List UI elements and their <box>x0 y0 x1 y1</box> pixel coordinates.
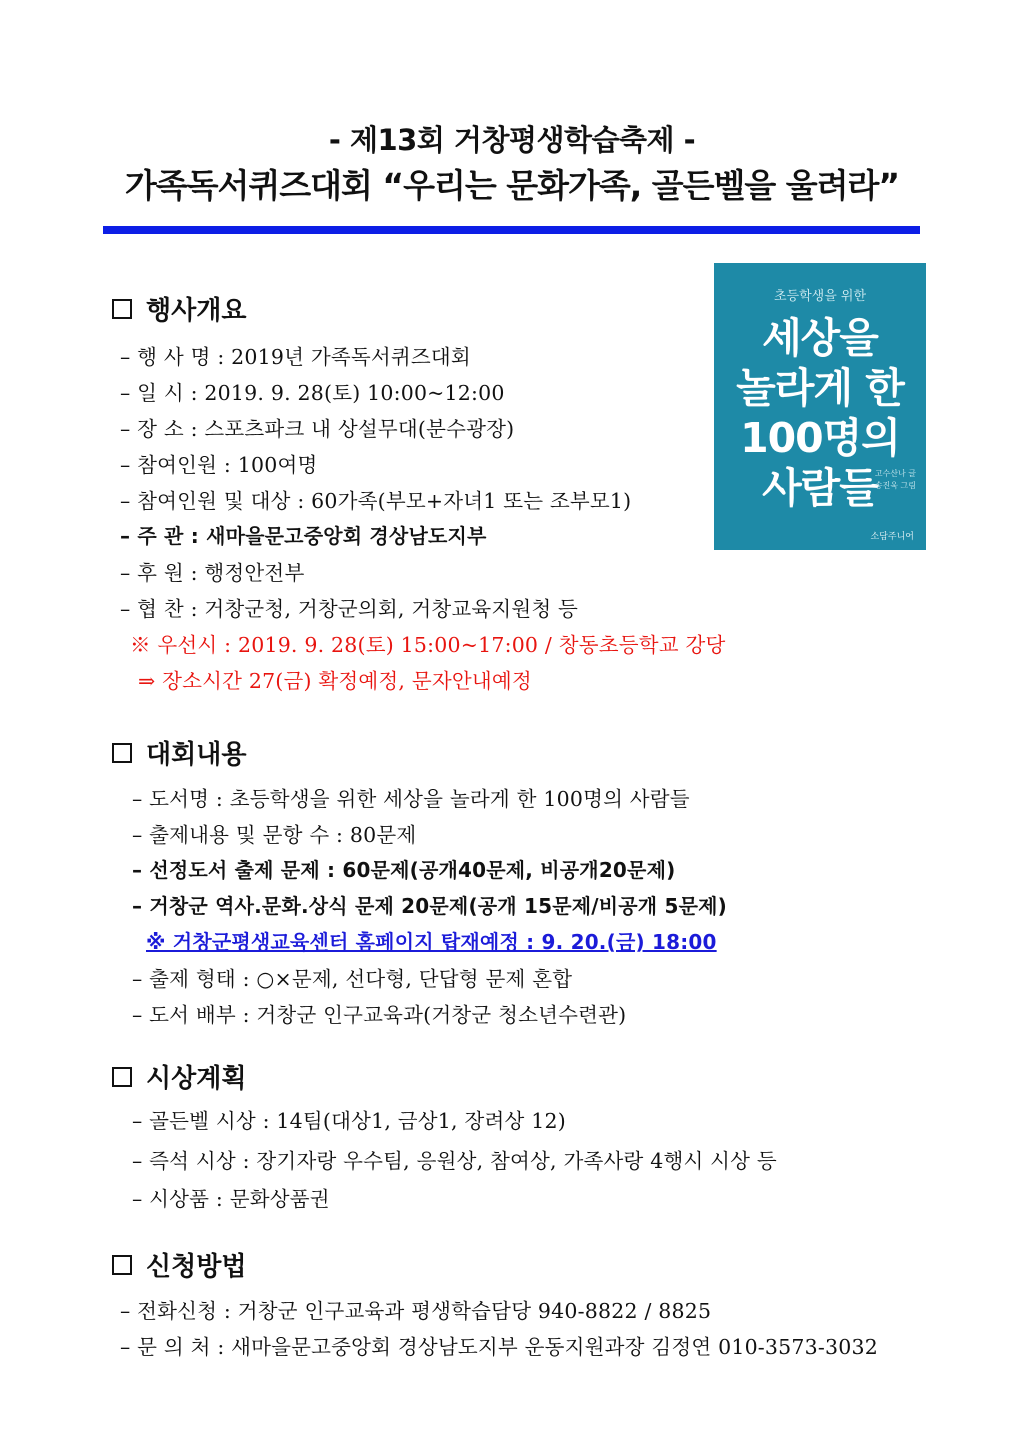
book-cover-title-line: 놀라게 한 <box>736 364 904 412</box>
book-cover-image <box>714 263 926 550</box>
book-cover-title-line: 사람들 <box>762 464 878 512</box>
overview-line: – 참여인원 및 대상 : 60가족(부모+자녀1 또는 조부모1) <box>120 489 632 513</box>
apply-line-contact: – 문 의 처 : 새마을문고중앙회 경상남도지부 운동지원과장 김정연 010-3573-3032 <box>120 1335 879 1359</box>
overview-line: – 일 시 : 2019. 9. 28(토) 10:00~12:00 <box>120 381 505 405</box>
section-heading-label: 시상계획 <box>146 1064 247 1094</box>
awards-line: – 시상품 : 문화상품권 <box>132 1187 330 1211</box>
contest-line: – 도서명 : 초등학생을 위한 세상을 놀라게 한 100명의 사람들 <box>132 787 690 811</box>
title-divider <box>103 226 920 234</box>
section-heading-contest <box>112 734 246 771</box>
overview-line: – 장 소 : 스포츠파크 내 상설무대(분수광장) <box>120 417 515 441</box>
overview-line: – 후 원 : 행정안전부 <box>120 561 305 585</box>
book-cover-title-line: 세상을 <box>762 314 878 362</box>
book-cover-author-line: 송진욱 그림 <box>874 481 916 490</box>
document-title-line1: - 제13회 거창평생학습축제 - <box>328 123 696 157</box>
checkbox-square-icon <box>112 299 132 319</box>
contest-line: – 출제 형태 : ○×문제, 선다형, 단답형 문제 혼합 <box>132 967 573 991</box>
book-cover-publisher: 소담주니어 <box>870 532 914 542</box>
book-cover-subtitle: 초등학생을 위한 <box>773 289 867 304</box>
checkbox-square-icon <box>112 1067 132 1087</box>
contest-line: – 출제내용 및 문항 수 : 80문제 <box>132 823 417 847</box>
checkbox-square-icon <box>112 1255 132 1275</box>
apply-line-phone: – 전화신청 : 거창군 인구교육과 평생학습담당 940-8822 / 8825 <box>120 1299 712 1323</box>
section-heading-label: 행사개요 <box>146 296 247 326</box>
contest-line-local-history: – 거창군 역사.문화.상식 문제 20문제(공개 15문제/비공개 5문제) <box>132 894 727 918</box>
section-heading-overview <box>112 290 246 327</box>
book-cover-title-line: 100명의 <box>740 414 900 462</box>
section-heading-awards <box>112 1058 246 1095</box>
contest-line: – 도서 배부 : 거창군 인구교육과(거창군 청소년수련관) <box>132 1003 627 1027</box>
contest-homepage-link[interactable]: ※ 거창군평생교육센터 홈페이지 탑재예정 : 9. 20.(금) 18:00 <box>146 930 717 954</box>
overview-line: – 행 사 명 : 2019년 가족독서퀴즈대회 <box>120 345 471 369</box>
section-heading-apply <box>112 1246 246 1283</box>
book-cover-author-line: 고수산나 글 <box>874 469 916 478</box>
awards-line: – 즉석 시상 : 장기자랑 우수팀, 응원상, 참여상, 가족사랑 4행시 시상 등 <box>132 1149 777 1173</box>
overview-line: – 협 찬 : 거창군청, 거창군의회, 거창교육지원청 등 <box>120 597 579 621</box>
overview-note-priority: ※ 우선시 : 2019. 9. 28(토) 15:00~17:00 / 창동초등학교 강당 <box>130 633 726 657</box>
overview-line-organizer: – 주 관 : 새마을문고중앙회 경상남도지부 <box>120 524 487 548</box>
document-title-line2: 가족독서퀴즈대회 “우리는 문화가족, 골든벨을 울려라” <box>124 166 900 205</box>
overview-note-confirm: ⇒ 장소시간 27(금) 확정예정, 문자안내예정 <box>138 669 532 693</box>
book-cover-author <box>875 468 916 492</box>
overview-line: – 참여인원 : 100여명 <box>120 453 318 477</box>
checkbox-square-icon <box>112 743 132 763</box>
section-heading-label: 신청방법 <box>146 1252 247 1282</box>
section-heading-label: 대회내용 <box>146 740 247 770</box>
contest-line-selected-book: – 선정도서 출제 문제 : 60문제(공개40문제, 비공개20문제) <box>132 858 676 882</box>
awards-line: – 골든벨 시상 : 14팀(대상1, 금상1, 장려상 12) <box>132 1109 566 1133</box>
